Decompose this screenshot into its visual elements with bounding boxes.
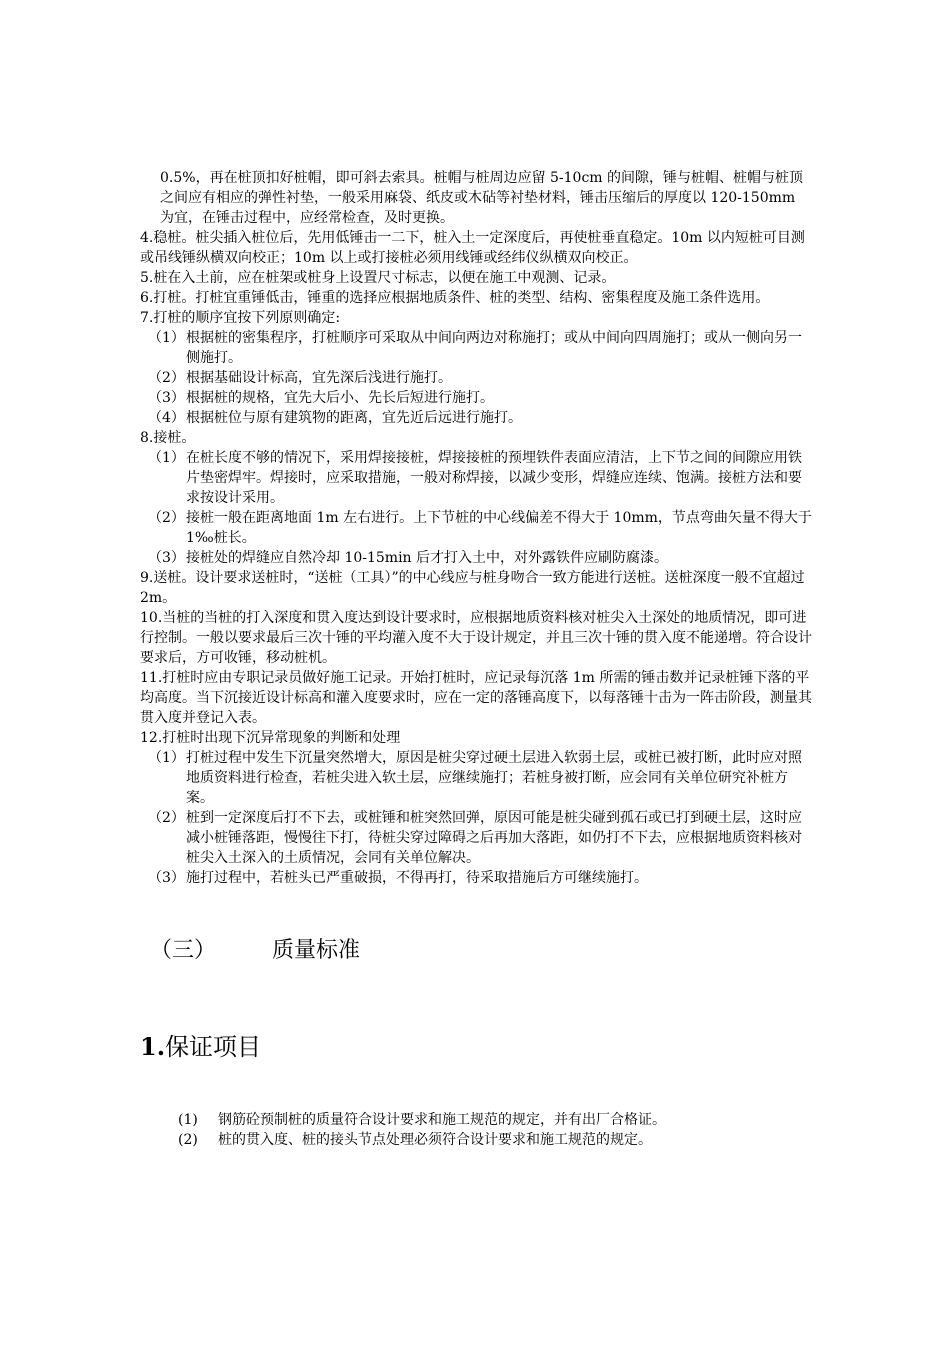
item-number: (2)	[178, 1132, 198, 1148]
item-number: （2）	[148, 370, 185, 386]
list-item	[178, 1130, 818, 1150]
paragraph-7-title: 7.打桩的顺序宜按下列原则确定:	[140, 310, 341, 326]
paragraph-8-title: 8.接桩。	[140, 430, 196, 446]
paragraph-4-pile-stabilizing: 4.稳桩。桩尖插入桩位后，先用低锤击一二下，桩入土一定深度后，再使桩垂直稳定。10m 以内短桩可目测或吊线锤纵横双向校正；10m 以上或打接桩必须用线锤或经纬仪纵横双向校正。	[140, 230, 805, 266]
item-text: 在桩长度不够的情况下，采用焊接接桩，焊接接桩的预埋铁件表面应清洁，上下节之间的间隙应用铁片垫密焊牢。焊接时，应采取措施，一般对称焊接，以减少变形，焊缝应连续、饱满。接桩方法和要求按设计采用。	[186, 450, 802, 506]
section-heading-quality-standard	[150, 936, 360, 966]
item-text: 钢筋砼预制桩的质量符合设计要求和施工规范的规定，并有出厂合格证。	[218, 1112, 666, 1128]
item-number: （1）	[148, 750, 185, 766]
list-item	[140, 808, 812, 868]
list-item	[178, 1110, 818, 1130]
section-heading-guarantee-items	[140, 1030, 261, 1064]
item-number: (1)	[178, 1112, 198, 1128]
item-text: 根据基础设计标高，宜先深后浅进行施打。	[186, 370, 452, 386]
item-text: 打桩过程中发生下沉量突然增大，原因是桩尖穿过硬土层进入软弱土层，或桩已被打断，此时应对照地质资料进行检查，若桩尖进入软土层，应继续施打；若桩身被打断，应会同有关单位研究补桩方案。	[186, 750, 802, 806]
item-text: 桩到一定深度后打不下去，或桩锤和桩突然回弹，原因可能是桩尖碰到孤石或已打到硬土层，这时应减小桩锤落距，慢慢往下打，待桩尖穿过障碍之后再加大落距，如仍打不下去，应根据地质资料核对桩尖入土深入的土质情况，会同有关单位解决。	[186, 810, 802, 866]
list-item	[140, 508, 812, 548]
item-number: （3）	[148, 550, 185, 566]
item-text: 施打过程中，若桩头已严重破损，不得再打，待采取措施后方可继续施打。	[186, 870, 648, 886]
paragraph-9-follow-pile: 9.送桩。设计要求送桩时，“送桩（工具）”的中心线应与桩身吻合一致方能进行送桩。送桩深度一般不宜超过 2m。	[140, 570, 805, 606]
item-text: 根据桩位与原有建筑物的距离，宜先近后远进行施打。	[186, 410, 522, 426]
item-text: 桩的贯入度、桩的接头节点处理必须符合设计要求和施工规范的规定。	[218, 1132, 652, 1148]
item-number: （2）	[148, 510, 185, 526]
paragraph-12-title: 12.打桩时出现下沉异常现象的判断和处理	[140, 730, 401, 746]
item-number: （3）	[148, 870, 185, 886]
item-number: （1）	[148, 450, 185, 466]
item-text: 接桩一般在距离地面 1m 左右进行。上下节桩的中心线偏差不得大于 10mm，节点弯曲矢量不得大于 1‰桩长。	[186, 510, 812, 546]
item-number: （1）	[148, 330, 185, 346]
item-number: （4）	[148, 410, 185, 426]
guarantee-items-list	[178, 1110, 818, 1150]
list-item	[140, 388, 812, 408]
list-item	[140, 448, 812, 508]
paragraph-10-driving-control: 10.当桩的当桩的打入深度和贯入度达到设计要求时，应根据地质资料核对桩尖入土深处的地质情况，即可进行控制。一般以要求最后三次十锤的平均灌入度不大于设计规定，并且三次十锤的贯入度不能递增。符合设计要求后，方可收锤，移动桩机。	[140, 610, 812, 666]
paragraph-11-records: 11.打桩时应由专职记录员做好施工记录。开始打桩时，应记录每沉落 1m 所需的锤击数并记录桩锤下落的平均高度。当下沉接近设计标高和灌入度要求时，应在一定的落锤高度下，以每落锤十击为一阵击阶段，测量其贯入度并登记入表。	[140, 670, 812, 726]
list-item	[140, 748, 812, 808]
section-number: 1.	[140, 1032, 166, 1061]
list-item	[140, 368, 812, 388]
item-text: 接桩处的焊缝应自然冷却 10-15min 后才打入土中，对外露铁件应刷防腐漆。	[186, 550, 669, 566]
section-number: （三）	[150, 938, 217, 963]
item-number: （2）	[148, 810, 185, 826]
paragraph-6-pile-driving: 6.打桩。打桩宜重锤低击，锤重的选择应根据地质条件、桩的类型、结构、密集程度及施工条件选用。	[140, 290, 770, 306]
item-number: （3）	[148, 390, 185, 406]
list-item	[140, 868, 812, 888]
list-item	[140, 548, 812, 568]
section-title: 保证项目	[165, 1033, 262, 1061]
construction-steps	[140, 228, 812, 888]
paragraph-5-size-marks: 5.桩在入土前，应在桩架或桩身上设置尺寸标志，以便在施工中观测、记录。	[140, 270, 616, 286]
section-title: 质量标准	[272, 938, 361, 963]
item-text: 根据桩的密集程序，打桩顺序可采取从中间向两边对称施打；或从中间向四周施打；或从一侧向另一侧施打。	[186, 330, 802, 366]
item-text: 根据桩的规格，宜先大后小、先长后短进行施打。	[186, 390, 494, 406]
continuation-paragraph: 0.5%，再在桩顶扣好桩帽，即可斜去索具。桩帽与桩周边应留 5-10cm 的间隙，锤与桩帽、桩帽与桩顶之间应有相应的弹性衬垫，一般采用麻袋、纸皮或木砧等衬垫材料，锤击压缩后的厚度以 120-150mm 为宜，在锤击过程中，应经常检查，及时更换。	[160, 170, 804, 226]
list-item	[140, 328, 812, 368]
list-item	[140, 408, 812, 428]
